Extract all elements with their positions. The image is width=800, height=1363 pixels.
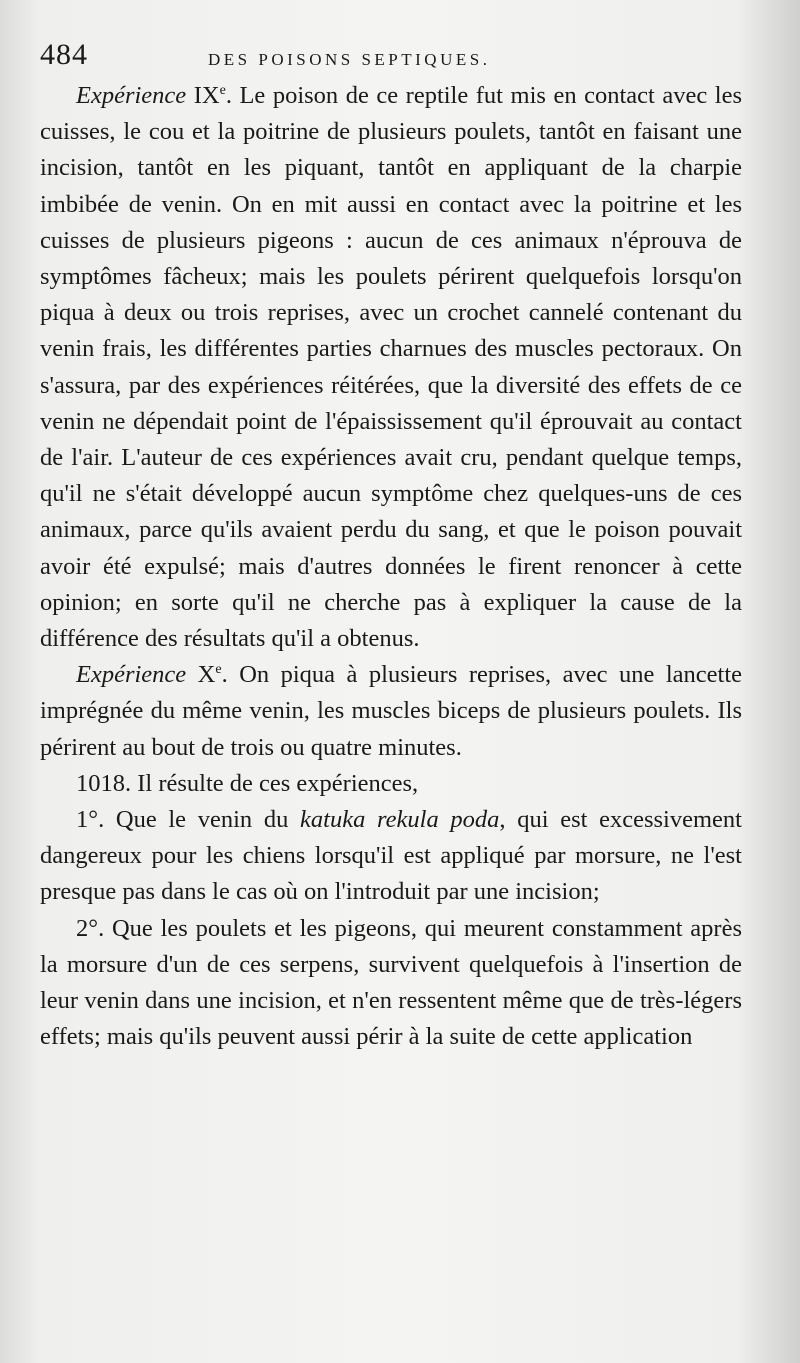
species-name: katuka rekula poda — [300, 806, 500, 834]
paragraph-text: . On piqua à plusieurs reprises, avec une lancette imprégnée du même venin, les muscles biceps de plusieurs poulets. Ils périrent au bout de trois ou quatre minutes. — [40, 661, 742, 761]
ordinal-superscript: e — [219, 82, 226, 98]
paragraph-point-2 — [40, 911, 742, 1056]
paragraph-text: . Le poison de ce reptile fut mis en contact avec les cuisses, le cou et la poitrine de plusieurs poulets, tantôt en faisant une incision, tantôt en les piquant, tantôt en appliquant de la charpie imbibée de venin. On en mit aussi en contact avec la poitrine et les cuisses de plusieurs pigeons : aucun de ces animaux n'éprouva de symptômes fâcheux; mais les poulets périrent quelquefois lorsqu'on piqua à deux ou trois reprises, avec un crochet cannelé contenant du venin frais, les différentes parties charnues des muscles pectoraux. On s'assura, par des expériences réitérées, que la diversité des effets de ce venin ne dépendait point de l'épaississement qu'il éprouvait au contact de l'air. L'auteur de ces expériences avait cru, pendant quelque temps, qu'il ne s'était développé aucun symptôme chez quelques-uns de ces animaux, parce qu'ils avaient perdu du sang, et que le poison pouvait avoir été expulsé; mais d'autres données le firent renoncer à cette opinion; en sorte qu'il ne cherche pas à expliquer la cause de la différence des résultats qu'il a obtenus. — [40, 82, 743, 653]
point-marker: 2° — [76, 914, 99, 942]
page-number: 484 — [40, 38, 88, 71]
paragraph-text: 1018. Il résulte de ces expériences, — [76, 769, 419, 797]
paragraph-1018 — [40, 766, 742, 802]
experience-numeral: IX — [193, 82, 220, 109]
running-head: DES POISONS SEPTIQUES. — [208, 50, 491, 69]
experience-label: Expérience — [76, 661, 187, 689]
paragraph-experience-10 — [40, 657, 742, 766]
point-marker: 1° — [76, 806, 99, 834]
experience-numeral: X — [197, 661, 216, 689]
paragraph-text: , qui est excessivement dangereux pour les chiens lorsqu'il est appliqué par morsure, ne l'est presque pas dans le cas où on l'introduit par une incision; — [40, 806, 742, 906]
ordinal-superscript: e — [215, 662, 222, 678]
paragraph-experience-9 — [40, 78, 742, 657]
paragraph-text: . Que les poulets et les pigeons, qui meurent constamment après la morsure d'un de ces serpens, survivent quelquefois à l'insertion de leur venin dans une incision, et n'en ressentent même que de très-légers effets; mais qu'ils peuvent aussi périr à la suite de cette application — [40, 914, 742, 1051]
page-header — [40, 38, 740, 82]
experience-label: Expérience — [76, 82, 187, 109]
body-text — [40, 78, 742, 1055]
paragraph-point-1 — [40, 802, 742, 911]
paragraph-text: . Que le venin du — [98, 806, 301, 834]
